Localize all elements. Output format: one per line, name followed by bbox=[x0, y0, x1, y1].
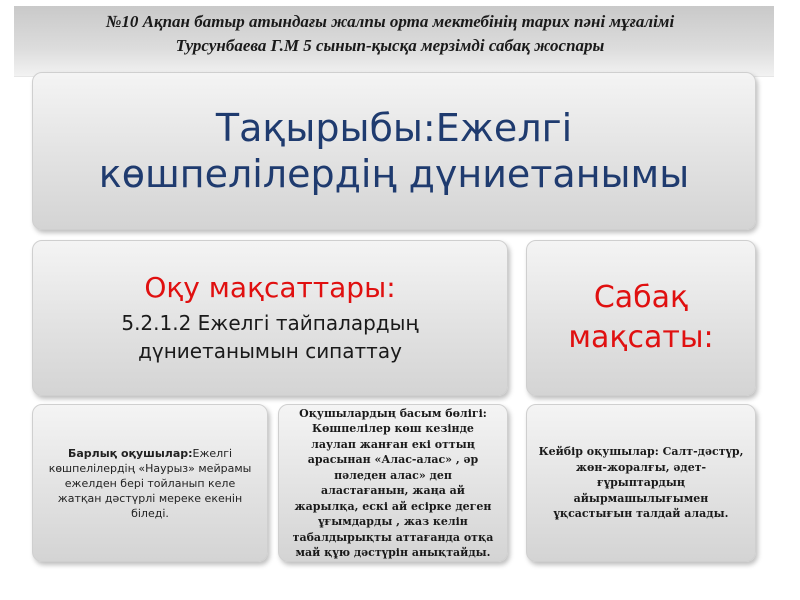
most-students-text: Оқушылардың басым бөлігі: Көшпелілер көш кезінде лаулап жанған екі оттың арасынан «Алас-алас» , әр пәледен алас» деп аластағанын, жаңа ай жарылқа, ескі ай есірке деген ұғымдарды , жаз келін табалдырықты аттағанда отқа май құю дәстүрін анықтайды. bbox=[292, 406, 494, 559]
all-students-label: Барлық оқушылар: bbox=[67, 446, 193, 460]
lesson-goal-heading bbox=[568, 278, 713, 358]
topic-title bbox=[89, 105, 699, 197]
all-students-description: Ежелгі көшпелілердің «Наурыз» мейрамы ежелден бері тойланып келе жатқан дәстүрлі мереке екенін біледі. bbox=[48, 446, 252, 520]
slide-header bbox=[20, 10, 760, 58]
header-line-teacher: Турсунбаева Г.М 5 сынып-қысқа мерзімді сабақ жоспары bbox=[175, 36, 605, 55]
topic-box bbox=[32, 72, 756, 230]
learning-objectives-box bbox=[32, 240, 508, 396]
some-students-box bbox=[526, 404, 756, 562]
objectives-line2: дүниетанымын сипаттау bbox=[138, 339, 402, 363]
lesson-goal-line1: Сабақ bbox=[593, 280, 689, 315]
some-students-text: Кейбір оқушылар: Салт-дәстүр, жөн-жоралғы, әдет-ғұрыптардың айырмашылығымен ұқсастығын талдай алады. bbox=[538, 445, 744, 521]
lesson-goal-box bbox=[526, 240, 756, 396]
all-students-text bbox=[43, 446, 257, 521]
topic-title-line1: Тақырыбы:Ежелгі bbox=[215, 106, 573, 150]
topic-title-line2: көшпелілердің дүниетанымы bbox=[98, 152, 690, 196]
objectives-line1: 5.2.1.2 Ежелгі тайпалардың bbox=[121, 311, 419, 335]
all-students-box bbox=[32, 404, 268, 562]
learning-objectives-heading: Оқу мақсаттары: bbox=[144, 271, 396, 304]
header-line-school: №10 Ақпан батыр атындағы жалпы орта мектебінің тарих пәні мұғалімі bbox=[105, 12, 675, 31]
lesson-goal-line2: мақсаты: bbox=[568, 320, 714, 355]
learning-objectives-text bbox=[121, 309, 418, 365]
most-students-box bbox=[278, 404, 508, 562]
